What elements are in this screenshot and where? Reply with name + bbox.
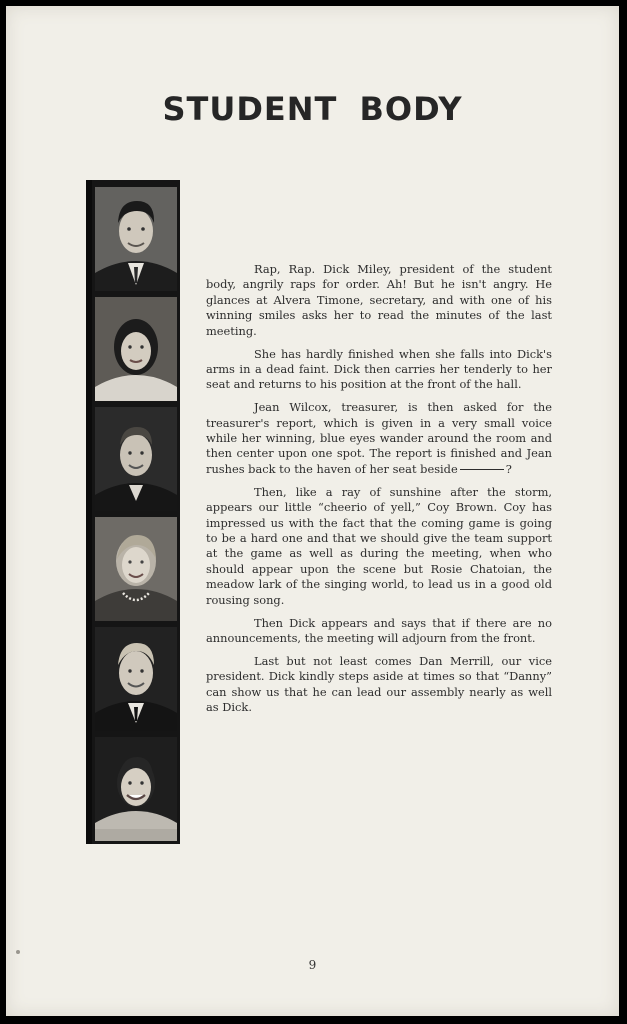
page-number: 9 — [308, 958, 317, 972]
page-title: STUDENT BODY — [162, 90, 463, 128]
paragraph-5: Then Dick appears and says that if there are no announcements, the meeting will adjourn from the front. — [206, 615, 552, 645]
paragraph-3 — [206, 400, 552, 477]
strip-spine — [86, 180, 92, 844]
paragraph-6: Last but not least comes Dan Merrill, our vice president. Dick kindly steps aside at times so that “Danny” can show us that he can lead our assembly nearly as well as Dick. — [206, 653, 552, 715]
portrait-strip — [86, 180, 180, 844]
paragraph-1: Rap, Rap. Dick Miley, president of the student body, angrily raps for order. Ah! But he isn't angry. He glances at Alvera Timone, secretary, and with one of his winning smiles asks her to read the minutes of the last meeting. — [206, 262, 552, 338]
portrait-woman-curly-hair-icon — [95, 297, 177, 401]
portrait-woman-smiling-icon — [95, 737, 177, 841]
paragraph-4: Then, like a ray of sunshine after the storm, appears our little “cheerio of yell,” Coy Brown. Coy has impressed us with the fact that the coming game is going to be a hard one and that we should give the team support at the game as well as during the meeting, when who should appear upon the scene but Rosie Chatoian, the meadow lark of the singing world, to lead us in a good old rousing song. — [206, 484, 552, 607]
paragraph-2: She has hardly finished when she falls into Dick's arms in a dead faint. Dick then carries her tenderly to her seat and returns to his position at the front of the hall. — [206, 346, 552, 392]
portrait-young-man-tie-icon — [95, 627, 177, 731]
paragraph-3-end: ? — [505, 461, 512, 476]
portrait-woman-necklace-icon — [95, 517, 177, 621]
paragraph-3-text: Jean Wilcox, treasurer, is then asked for the treasurer's report, which is given in a very small voice while her winning, blue eyes wander around the room and then center upon one spot. The report is finished and Jean rushes back to the haven of her seat beside — [206, 400, 552, 476]
portrait-young-man-icon — [95, 407, 177, 511]
yearbook-page — [6, 6, 619, 1016]
blank-line — [460, 469, 504, 470]
portrait-man-suit-icon — [95, 187, 177, 291]
paper-speck — [16, 950, 20, 954]
article-body — [206, 262, 552, 723]
